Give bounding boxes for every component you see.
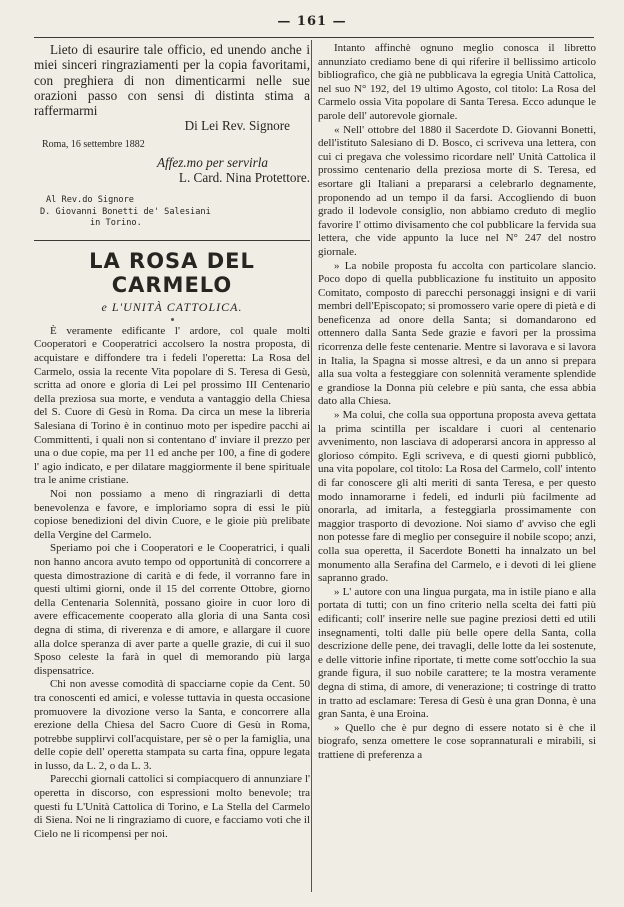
column-divider [311,40,312,892]
letter-sign-off: Di Lei Rev. Signore [184,118,290,134]
addressee-line-3: in Torino. [90,218,142,229]
paragraph: Chi non avesse comodità di spacciarne copie da Cent. 50 tra conoscenti ed amici, e volesse tuttavia in questa occasione promuovere la divozione verso la Santa, e concorrere alla erezione della Chiesa del Sacro Cuore di Gesù in Roma, potrebbe supplirvi coll'acquistare, per sè o per la famiglia, una delle copie dell' operetta stampata su carta fina, oppure legata in lusso, da L. 2, o da L. 3. [34,678,310,772]
paragraph: « Nell' ottobre del 1880 il Sacerdote D. Giovanni Bonetti, dell'istituto Salesiano di D. Bosco, ci scriveva una lettera, con cui ci pregava che volessimo ricordare nell' Unità Cattolica il prossimo centenario della preziosa morte di S. Teresa, ed esortare gli Italiani a prepararsi a celebrarlo degnamente, proponendo ad un tempo il da farsi. Accogliendo di buon grado il lodevole consiglio, non abbiamo creduto di meglio favorire l' ottimo divisamento che col pubblicare la fervida sua lettera, che vide appunto la luce nel N° 247 del nostro giornale. [318,123,596,258]
paragraph: Intanto affinchè ognuno meglio conosca il libretto annunziato crediamo bene di qui riferire il bellissimo articolo bibliografico, che già ne pubblicava la egregia Unità Cattolica, nel suo N° 192, del 19 ultimo Agosto, col titolo: La Rosa del Carmelo ossia Vita popolare di Santa Teresa. Ecco adunque le parole dell' autorevole giornale. [318,42,596,122]
left-column [34,42,310,841]
paragraph: » Ma colui, che colla sua opportuna proposta aveva gettata la prima scintilla per iscaldare i cuori al centenario avvenimento, non lasciava di adoperarsi ancora in appresso al glorioso cómpito. Egli scriveva, e di questi giorni pubblicò, una vita popolare, col titolo: La Rosa del Carmelo, coll' intento di far conoscere gli alti meriti di santa Teresa, e per questo modo innamorarne i fedeli, ed indurli più facilmente ad onorarla, ad imitarla, a festeggiarla prossimamente con maggior trasporto di devozione. Noi siamo d' avviso che egli non potesse fare di meglio per conseguire il nobile scopo; anzi, colla sua operetta, il Sacerdote Bonetti ha innalzato un bel monumento alla Serafina del Carmelo, e i devoti di lei gliene sapranno grado. [318,409,596,585]
letter-text: Lieto di esaurire tale officio, ed unendo anche i miei sinceri ringraziamenti per la copia favoritami, con preghiera di non dimenticarmi nelle sue orazioni passo con sensi di distinta stima a raffermarmi [34,42,310,119]
separator-dot [171,318,174,321]
letter-closing: Affez.mo per servirla [157,154,268,170]
addressee-block [40,195,310,230]
paragraph: Parecchi giornali cattolici si compiacquero di annunziare l' operetta in discorso, con espressioni molto benevole; tra questi fu L'Unità Cattolica di Torino, e La Stella del Carmelo di Siena. Noi ne li ringraziamo di cuore, e facciamo voti che il Cielo ne li ricompensi per noi. [34,773,310,840]
paragraph: » Quello che è pur degno di essere notato si è che il biografo, senza omettere le cose soprannaturali e mirabili, si trattiene di preferenza a [318,721,596,761]
paragraph: Noi non possiamo a meno di ringraziarli di detta benevolenza e favore, e imploriamo sopra di essi le più copiose benedizioni del divin Cuore, e le gioie più prelibate della Vergine del Carmelo. [34,488,310,541]
letter-date: Roma, 16 settembre 1882 [42,138,145,150]
paragraph: » L' autore con una lingua purgata, ma in istile piano e alla portata di tutti; con un fino criterio nella scelta dei fatti più edificanti; coll' inserire nelle sue pagine preziosi detti ed utili insegnamenti, tolti dalle più belle opere della Santa, colla descrizione delle pene, dei travagli, delle lotte da lei sostenute, e delle vittorie infine riportate, ti mette come sott'occhio la sua grande figura, il suo nobile carattere; te la mostra veramente degna di stima, di amore, di venerazione; ti costringe di tratto in tratto ad esclamare: Teresa di Gesù è una gran Donna, è una gran Santa, è una Eroina. [318,585,596,721]
section-separator [34,240,310,241]
addressee-line-2: D. Giovanni Bonetti de' Salesiani [40,206,211,217]
paragraph: È veramente edificante l' ardore, col quale molti Cooperatori e Cooperatrici accolsero la nostra proposta, di acquistare e diffondere tra i fedeli l'operetta: La Rosa del Carmelo, ossia la recente Vita popolare di S. Teresa di Gesù, scritta ad onore e gloria di Lei pel prossimo III Centenario della preziosa sua morte, e venduta a vantaggio della Chiesa del S. Cuore di Gesù in Roma. Da circa un mese la libreria Salesiana di Torino è in continuo moto per ispedire pacchi ai Committenti, i quali non si contentano d' inviare il prezzo per una o due copie, ma per 11 ed anche per 100, a fine di godere l' agio indicato, e per dilatare maggiormente il bene spirituale tra le anime cristiane. [34,324,310,487]
article-body [34,325,310,842]
article-subtitle: e L'UNITÀ CATTOLICA. [101,299,243,314]
page-number: — 161 — [277,14,347,29]
header-rule [34,37,594,38]
article-title: LA ROSA DEL CARMELO [89,248,255,297]
right-column [318,42,596,762]
letter-signature: L. Card. Nina Protettore. [178,170,310,186]
addressee-line-1: Al Rev.do Signore [46,195,134,206]
paragraph: Speriamo poi che i Cooperatori e le Cooperatrici, i quali non hanno ancora avuto tempo od opportunità di concorrere a questa dimostrazione di carità e di fede, il vorranno fare in questi ultimi giorni, onde il 15 del corrente Ottobre, giorno della Centenaria Solennità, possano gioire in cuor loro di avere efficacemente cooperato alla gloria di una Santa così degna di stima, di riverenza e di amore, e allargare il cuore alla dolce speranza di aver parte a quelle grazie, di cui il suo Sposo celeste la farà in quel dì memorando più larga dispensatrice. [34,542,310,677]
paragraph: » La nobile proposta fu accolta con particolare slancio. Poco dopo di quella pubblicazione fu instituito un apposito Comitato, composto di parecchi personaggi insigni e di varii membri dell'Episcopato; si promossero varie opere di pietà e di beneficenza ad onore della Santa; si domandarono ed ottennero dalla Santa Sede grazie e favori per la prossima ricorrenza delle feste centenarie. Mentre si lavorava e si lavora in Italia, la Spagna si mosse altresì, e da un anno si prepara alla sua volta a festeggiare con solennità veramente splendide e grandiose la Donna più celebre e più santa, che essa abbia dato alla Chiesa. [318,259,596,408]
